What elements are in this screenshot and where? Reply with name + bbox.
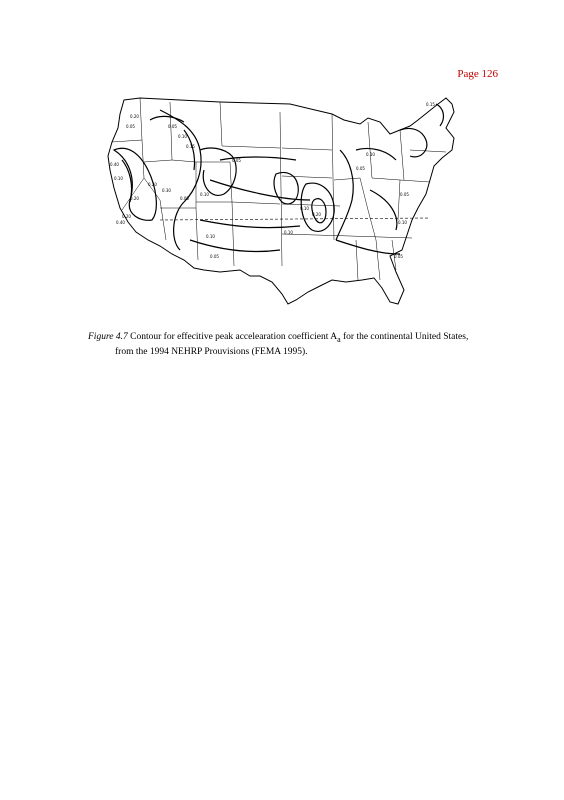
contour-label: 0.05: [394, 254, 403, 259]
contour-label: 0.10: [398, 220, 407, 225]
figure-caption: [88, 331, 508, 358]
contour-label: 0.05: [356, 166, 365, 171]
dashed-reference-line: [160, 218, 430, 220]
caption-text: Contour for effecitive peak accelearation coefficient A: [127, 332, 338, 342]
caption-line-2: from the 1994 NEHRP Prouvisions (FEMA 1995).: [115, 346, 308, 357]
contour-label: 0.20: [122, 214, 131, 219]
contour-label: 0.10: [300, 206, 309, 211]
contour-label: 0.10: [284, 230, 293, 235]
contour-label: 0.10: [206, 234, 215, 239]
figure-label: Figure 4.7: [88, 332, 128, 342]
contour-label: 0.05: [400, 192, 409, 197]
contour-label: 0.15: [426, 102, 435, 107]
contour-label: 0.05: [180, 196, 189, 201]
contour-label: 0.40: [116, 220, 125, 225]
contour-label: 0.10: [366, 152, 375, 157]
contour-label: 0.05: [168, 124, 177, 129]
contour-labels: [110, 102, 435, 259]
contour-label: 0.20: [130, 196, 139, 201]
contour-label: 0.15: [186, 144, 195, 149]
page-number: Page 126: [457, 68, 498, 80]
contour-label: 0.20: [312, 212, 321, 217]
contour-label: 0.05: [232, 158, 241, 163]
contour-label: 0.05: [126, 124, 135, 129]
contour-label: 0.20: [130, 114, 139, 119]
contour-label: 0.10: [178, 134, 187, 139]
contour-label: 0.40: [110, 162, 119, 167]
contour-label: 0.10: [114, 176, 123, 181]
contour-label: 0.05: [210, 254, 219, 259]
contour-label: 0.20: [148, 182, 157, 187]
caption-text-end: for the continental United States,: [340, 332, 469, 342]
contour-map-figure: [100, 90, 510, 315]
us-contour-map: [100, 90, 510, 315]
contour-lines: [114, 104, 443, 254]
contour-label: 0.10: [200, 192, 209, 197]
contour-label: 0.30: [162, 188, 171, 193]
caption-subscript: a: [337, 334, 341, 344]
